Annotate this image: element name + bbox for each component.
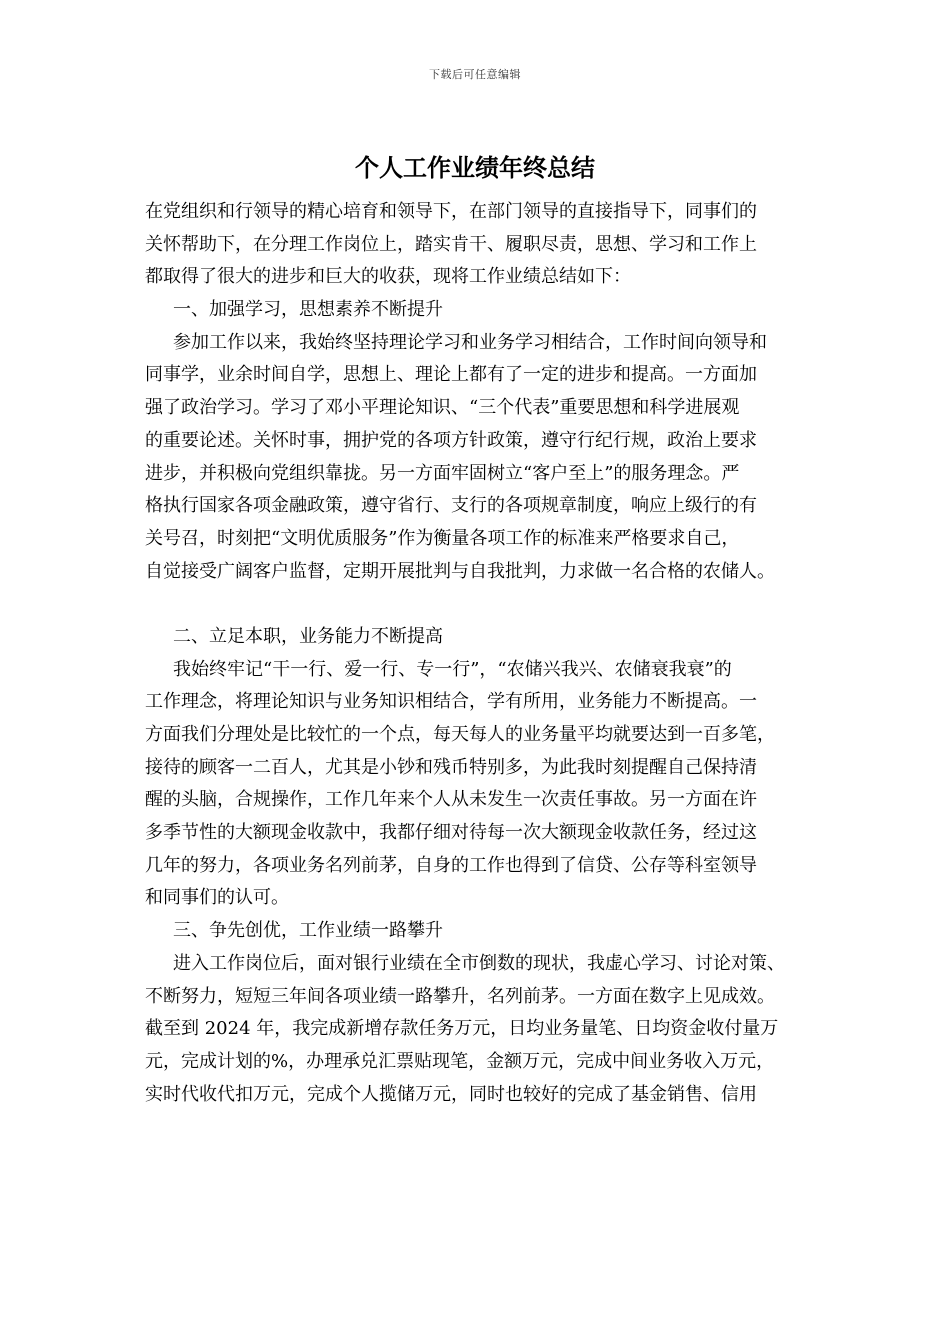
text-line: 参加工作以来，我始终坚持理论学习和业务学习相结合，工作时间向领导和 <box>173 331 767 353</box>
text-line: 截至到 2024 年，我完成新增存款任务万元，日均业务量笔、日均资金收付量万 <box>145 1018 779 1040</box>
text-line: 不断努力，短短三年间各项业绩一路攀升，名列前茅。一方面在数字上见成效。 <box>145 985 775 1007</box>
text-line: 二、立足本职，业务能力不断提高 <box>173 625 443 647</box>
text-line: 自觉接受广阔客户监督，定期开展批判与自我批判，力求做一名合格的农储人。 <box>145 560 775 582</box>
text-line: 进入工作岗位后，面对银行业绩在全市倒数的现状，我虚心学习、讨论对策、 <box>173 952 785 974</box>
text-line: 关号召，时刻把“文明优质服务”作为衡量各项工作的标准来严格要求自己， <box>145 527 740 549</box>
text-line: 都取得了很大的进步和巨大的收获，现将工作业绩总结如下： <box>145 266 631 288</box>
text-line: 我始终牢记“干一行、爱一行、专一行”，“农储兴我兴、农储衰我衰”的 <box>173 658 732 680</box>
text-line: 元，完成计划的%，办理承兑汇票贴现笔，金额万元，完成中间业务收入万元， <box>145 1050 775 1072</box>
text-line: 一、加强学习，思想素养不断提升 <box>173 299 443 321</box>
text-line: 方面我们分理处是比较忙的一个点，每天每人的业务量平均就要达到一百多笔， <box>145 724 775 745</box>
document-body <box>145 196 825 1111</box>
text-line: 实时代收代扣万元，完成个人揽储万元，同时也较好的完成了基金销售、信用 <box>145 1083 757 1105</box>
text-line: 同事学，业余时间自学，思想上、理论上都有了一定的进步和提高。一方面加 <box>145 364 757 386</box>
text-line: 三、争先创优，工作业绩一路攀升 <box>173 920 443 942</box>
text-line: 接待的顾客一二百人，尤其是小钞和残币特别多，为此我时刻提醒自己保持清 <box>145 756 757 778</box>
text-line: 和同事们的认可。 <box>145 887 289 909</box>
text-line: 在党组织和行领导的精心培育和领导下，在部门领导的直接指导下，同事们的 <box>145 201 757 222</box>
text-line: 进步，并积极向党组织靠拢。另一方面牢固树立“客户至上”的服务理念。严 <box>145 462 740 484</box>
text-line: 工作理念，将理论知识与业务知识相结合，学有所用，业务能力不断提高。一 <box>145 691 757 713</box>
blank-line <box>145 588 825 621</box>
text-line: 强了政治学习。学习了邓小平理论知识、“三个代表”重要思想和科学进展观 <box>145 397 740 419</box>
text-line: 几年的努力，各项业务名列前茅，自身的工作也得到了信贷、公存等科室领导 <box>145 854 757 876</box>
text-line: 多季节性的大额现金收款中，我都仔细对待每一次大额现金收款任务，经过这 <box>145 822 757 844</box>
text-line: 醒的头脑，合规操作，工作几年来个人从未发生一次责任事故。另一方面在许 <box>145 789 757 811</box>
header-note: 下载后可任意编辑 <box>429 68 521 81</box>
document-title: 个人工作业绩年终总结 <box>355 153 595 182</box>
text-line: 关怀帮助下，在分理工作岗位上，踏实肯干、履职尽责，思想、学习和工作上 <box>145 233 757 255</box>
text-line: 的重要论述。关怀时事，拥护党的各项方针政策，遵守行纪行规，政治上要求 <box>145 429 757 451</box>
text-line: 格执行国家各项金融政策，遵守省行、支行的各项规章制度，响应上级行的有 <box>145 495 757 517</box>
